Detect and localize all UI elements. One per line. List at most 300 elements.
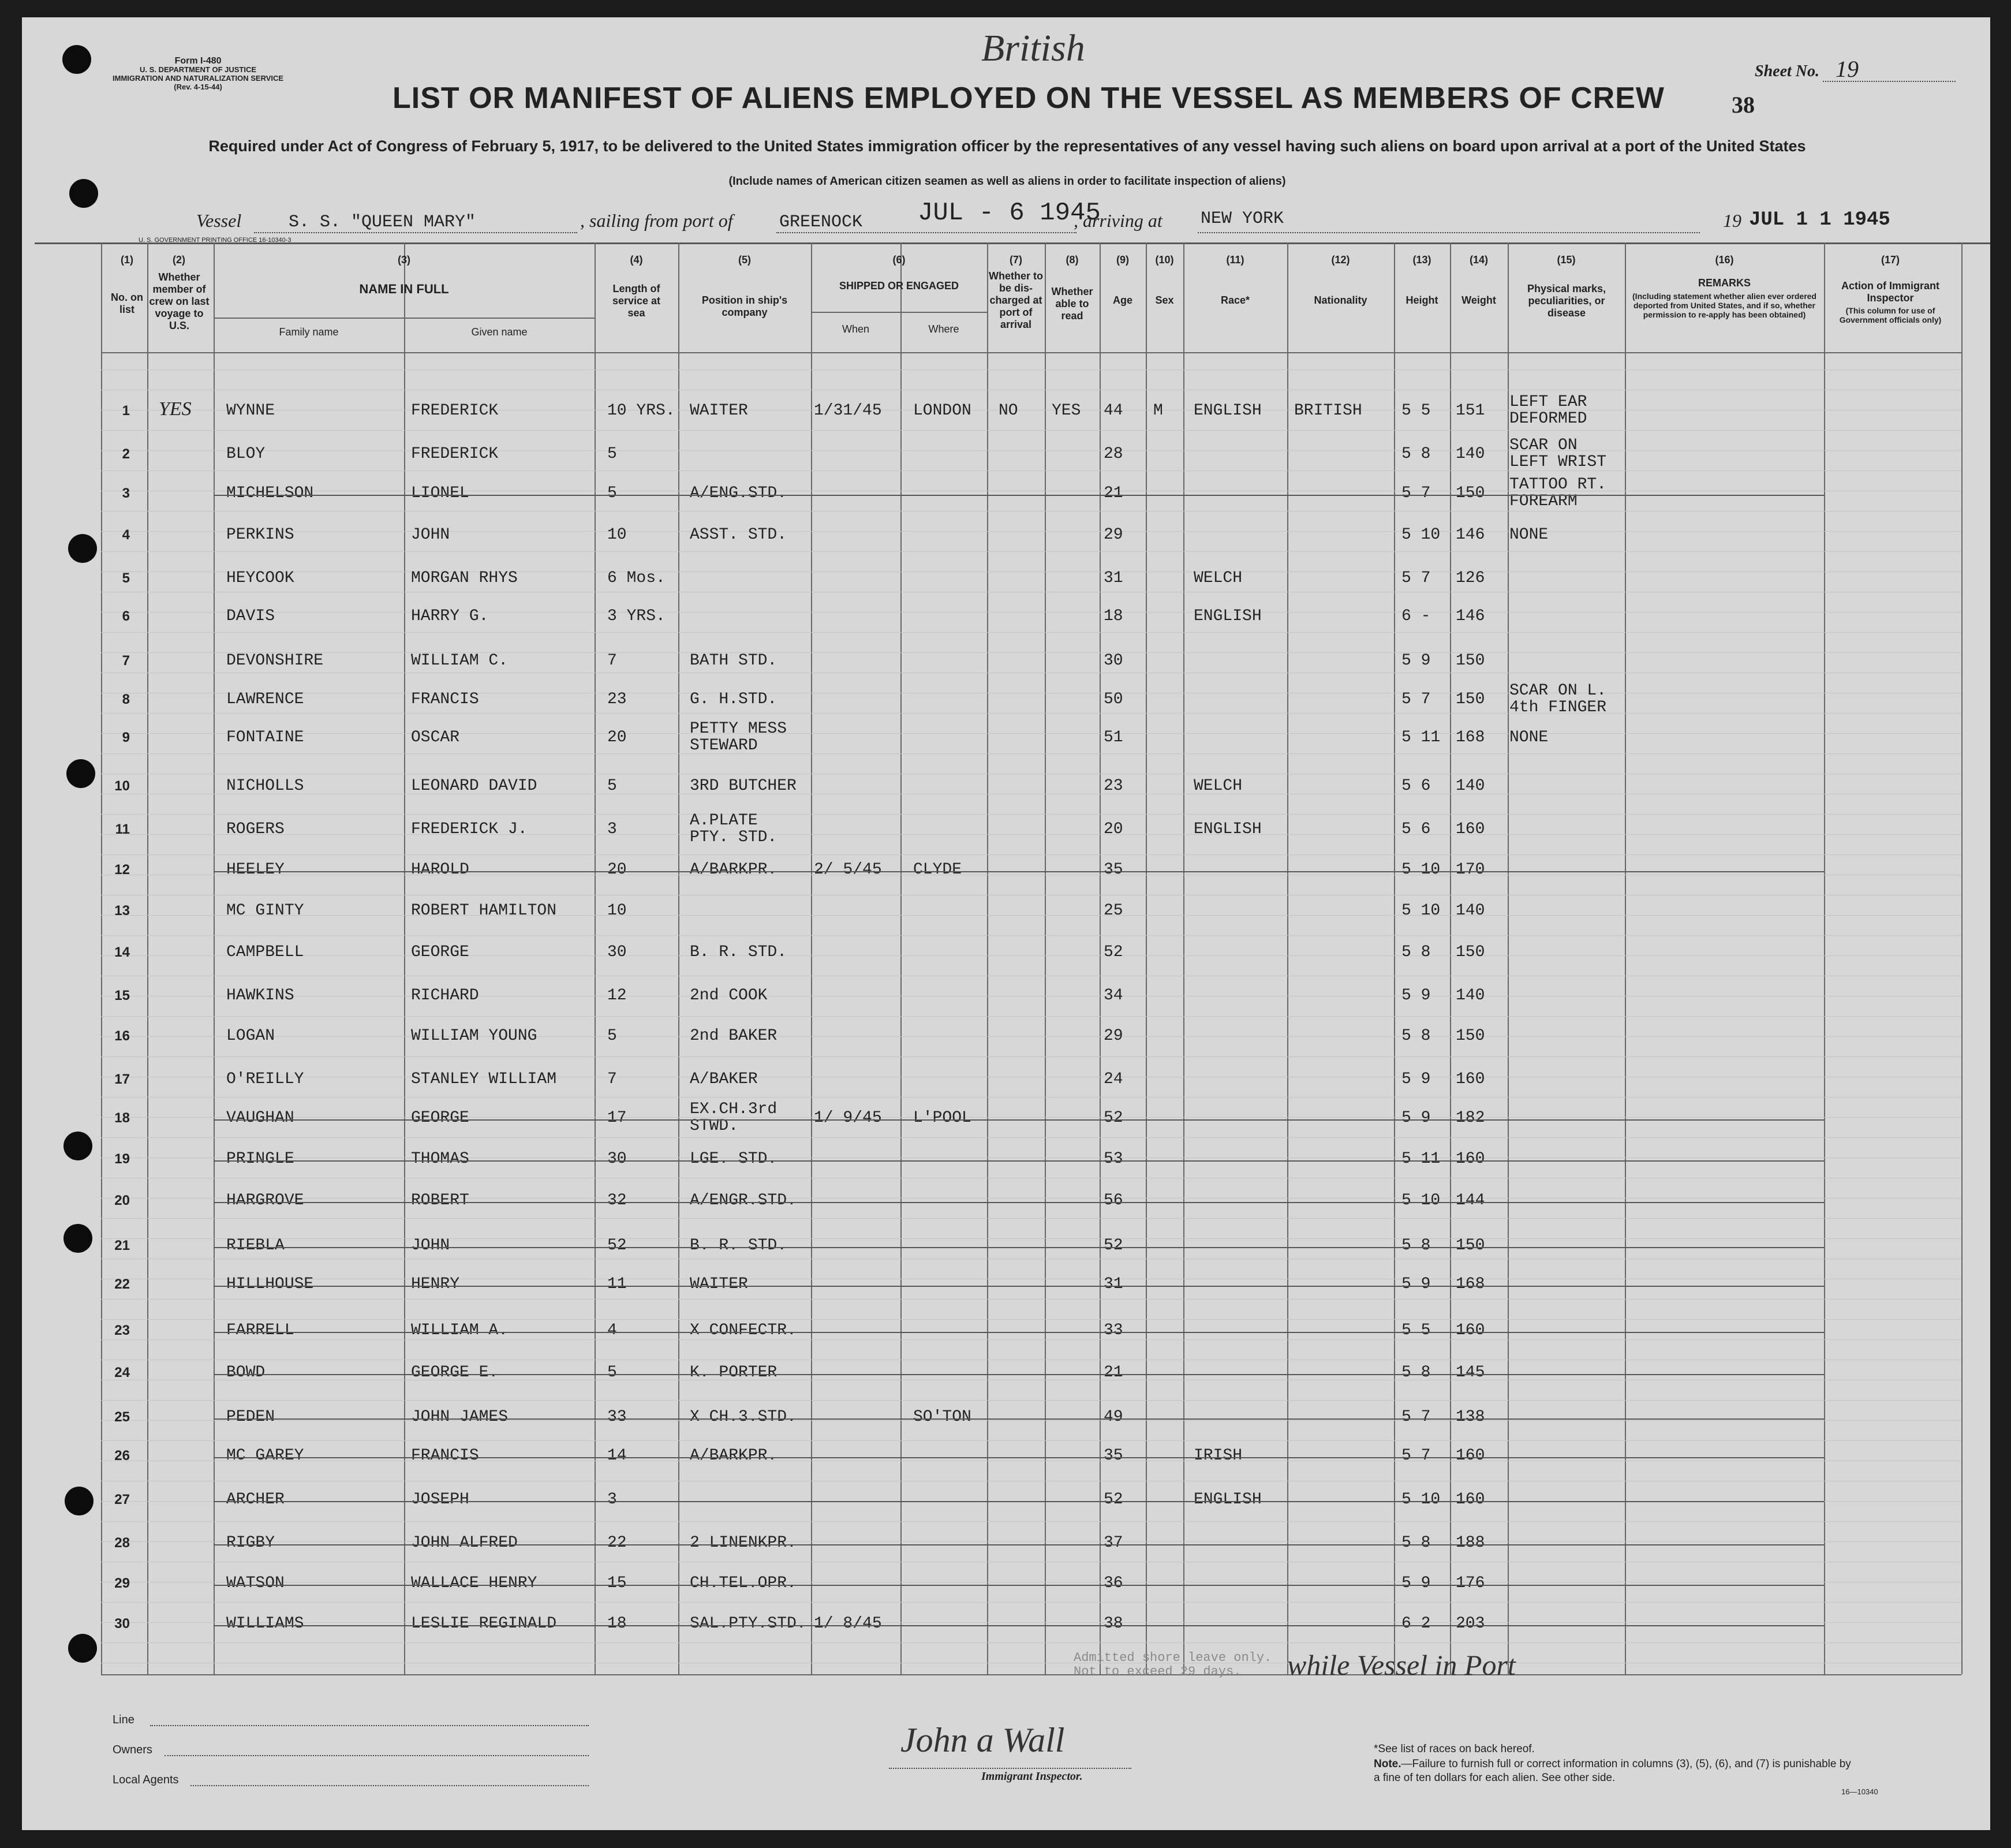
punch-hole xyxy=(62,45,91,74)
height: 5 7 xyxy=(1401,690,1431,708)
weight: 160 xyxy=(1456,1491,1485,1509)
service-length: 7 xyxy=(607,652,617,670)
service-length: 5 xyxy=(607,1027,617,1045)
ship-position: A/BAKER xyxy=(690,1070,758,1088)
punch-hole xyxy=(68,1634,97,1663)
ruled-line xyxy=(101,834,1961,835)
sailing-from-label: , sailing from port of xyxy=(580,210,733,231)
column-rule xyxy=(595,242,596,1674)
owners-label: Owners xyxy=(113,1744,152,1756)
ship-position: G. H.STD. xyxy=(690,690,778,708)
given-name: GEORGE E. xyxy=(411,1364,499,1382)
family-name: ARCHER xyxy=(226,1491,285,1509)
height: 5 10 xyxy=(1401,902,1441,920)
ruled-line xyxy=(101,713,1961,714)
age: 52 xyxy=(1104,1237,1123,1255)
family-name: FONTAINE xyxy=(226,729,304,746)
col5-number: (5) xyxy=(738,254,751,266)
ruled-line xyxy=(101,935,1961,936)
col13-number: (13) xyxy=(1412,254,1431,266)
vessel-label: Vessel xyxy=(196,210,242,231)
given-name: FREDERICK xyxy=(411,445,499,463)
ruled-line xyxy=(101,450,1961,451)
weight: 182 xyxy=(1456,1109,1485,1127)
col2-label: Whether member of crew on last voyage to U.S. xyxy=(149,271,210,331)
strikethrough-line xyxy=(214,1202,1824,1203)
vessel-name: S. S. "QUEEN MARY" xyxy=(289,212,476,232)
row-number: 3 xyxy=(122,486,130,501)
ruled-line xyxy=(101,1198,1961,1199)
ship-position: PETTY MESS STEWARD xyxy=(690,720,787,755)
weight: 160 xyxy=(1456,1070,1485,1088)
row-number: 16 xyxy=(114,1028,130,1044)
column-rule xyxy=(1287,242,1288,1674)
ruled-line xyxy=(101,1016,1961,1017)
family-name: WATSON xyxy=(226,1574,285,1592)
col12-number: (12) xyxy=(1331,254,1350,266)
agents-field-line xyxy=(190,1785,589,1786)
strikethrough-line xyxy=(214,1544,1824,1545)
age: 37 xyxy=(1104,1534,1123,1552)
family-name: VAUGHAN xyxy=(226,1109,294,1127)
weight: 168 xyxy=(1456,1275,1485,1293)
header-bottom-rule xyxy=(101,352,1961,353)
col7-label: Whether to be dis-charged at port of arrival xyxy=(989,270,1043,330)
row-number: 20 xyxy=(114,1193,130,1208)
given-name: ROBERT HAMILTON xyxy=(411,902,557,920)
col16-number: (16) xyxy=(1715,254,1734,266)
service-length: 15 xyxy=(607,1574,627,1592)
family-name: LAWRENCE xyxy=(226,690,304,708)
weight: 160 xyxy=(1456,1150,1485,1168)
row-number: 12 xyxy=(114,862,130,878)
family-name: WILLIAMS xyxy=(226,1615,304,1633)
weight: 170 xyxy=(1456,861,1485,879)
service-length: 12 xyxy=(607,987,627,1005)
service-length: 10 YRS. xyxy=(607,402,675,420)
ruled-line xyxy=(101,652,1961,653)
ruled-line xyxy=(101,1420,1961,1421)
given-name: GEORGE xyxy=(411,1109,469,1127)
age: 30 xyxy=(1104,652,1123,670)
sheet-label: Sheet No. xyxy=(1755,62,1819,80)
arriving-at-label: , arriving at xyxy=(1074,210,1163,231)
height: 6 2 xyxy=(1401,1615,1431,1633)
family-name: RIEBLA xyxy=(226,1237,285,1255)
shipped-where: CLYDE xyxy=(913,861,962,879)
service-length: 5 xyxy=(607,445,617,463)
service-length: 3 xyxy=(607,1491,617,1509)
handwritten-nationality: British xyxy=(981,27,1085,69)
height: 5 7 xyxy=(1401,484,1431,502)
ruled-line xyxy=(101,369,1961,370)
ruled-line xyxy=(101,955,1961,956)
col1-label: No. on list xyxy=(111,292,143,315)
family-name: DEVONSHIRE xyxy=(226,652,324,670)
service-name: IMMIGRATION AND NATURALIZATION SERVICE xyxy=(113,74,284,83)
age: 29 xyxy=(1104,526,1123,544)
strikethrough-line xyxy=(214,1457,1824,1458)
arrival-line xyxy=(1198,232,1700,233)
shipped-when: 1/31/45 xyxy=(814,402,882,420)
ship-position: A/BARKPR. xyxy=(690,861,778,879)
race: WELCH xyxy=(1194,777,1243,795)
ship-position: 2 LINENKPR. xyxy=(690,1534,797,1552)
height: 5 7 xyxy=(1401,1447,1431,1465)
col1-number: (1) xyxy=(121,254,133,266)
ruled-line xyxy=(101,854,1961,855)
family-name: O'REILLY xyxy=(226,1070,304,1088)
row-number: 29 xyxy=(114,1576,130,1591)
ship-position: X CONFECTR. xyxy=(690,1321,797,1339)
service-length: 5 xyxy=(607,484,617,502)
column-rule xyxy=(678,242,679,1674)
local-agents-label: Local Agents xyxy=(113,1774,179,1786)
ruled-line xyxy=(101,1521,1961,1522)
ruled-line xyxy=(101,1056,1961,1057)
form-number: Form I-480 xyxy=(174,56,222,66)
strikethrough-line xyxy=(214,1501,1824,1502)
height: 5 5 xyxy=(1401,1321,1431,1339)
height: 5 9 xyxy=(1401,987,1431,1005)
departure-line xyxy=(776,232,1076,233)
row-number: 9 xyxy=(122,730,130,745)
sheet-number-line xyxy=(1823,81,1956,82)
ship-position: B. R. STD. xyxy=(690,1237,787,1255)
ruled-line xyxy=(101,1238,1961,1239)
shipped-where: L'POOL xyxy=(913,1109,971,1127)
given-name: WILLIAM A. xyxy=(411,1321,509,1339)
col15-label: Physical marks, peculiarities, or disease xyxy=(1527,283,1606,319)
shipped-split-rule xyxy=(900,312,902,1674)
col13-label: Height xyxy=(1406,294,1438,306)
age: 34 xyxy=(1104,987,1123,1005)
family-name: HEYCOOK xyxy=(226,569,294,587)
ship-position: A.PLATE PTY. STD. xyxy=(690,812,778,846)
ruled-line xyxy=(101,632,1961,633)
row-number: 26 xyxy=(114,1448,130,1464)
col7-number: (7) xyxy=(1010,254,1022,266)
race: ENGLISH xyxy=(1194,402,1262,420)
fine-note xyxy=(1374,1757,1853,1785)
family-name: MC GAREY xyxy=(226,1447,304,1465)
form-code: 16—10340 xyxy=(1841,1787,1878,1796)
strikethrough-line xyxy=(214,1625,1824,1626)
inspector-signature: John a Wall xyxy=(900,1721,1065,1759)
row-number: 15 xyxy=(114,988,130,1003)
given-name: STANLEY WILLIAM xyxy=(411,1070,557,1088)
column-rule xyxy=(1100,242,1101,1674)
col10-label: Sex xyxy=(1155,294,1174,306)
service-length: 11 xyxy=(607,1275,627,1293)
col2-number: (2) xyxy=(173,254,185,266)
stamp-line-1: Admitted shore leave only. xyxy=(1074,1651,1272,1665)
ruled-line xyxy=(101,511,1961,512)
ship-position: A/ENGR.STD. xyxy=(690,1192,797,1209)
col17-label: Action of Immigrant Inspector xyxy=(1841,280,1939,304)
table-bottom-rule xyxy=(101,1674,1961,1675)
column-rule xyxy=(811,242,812,1674)
ruled-line xyxy=(101,1642,1961,1643)
given-name: MORGAN RHYS xyxy=(411,569,518,587)
service-length: 52 xyxy=(607,1237,627,1255)
weight: 145 xyxy=(1456,1364,1485,1382)
row-number: 25 xyxy=(114,1409,130,1425)
column-rule xyxy=(214,242,215,1674)
given-name: FREDERICK J. xyxy=(411,820,528,838)
ship-position: WAITER xyxy=(690,1275,748,1293)
service-length: 30 xyxy=(607,943,627,961)
punch-hole xyxy=(68,534,97,563)
department: U. S. DEPARTMENT OF JUSTICE xyxy=(140,65,257,74)
age: 33 xyxy=(1104,1321,1123,1339)
service-length: 3 YRS. xyxy=(607,607,666,625)
height: 5 10 xyxy=(1401,861,1441,879)
age: 18 xyxy=(1104,607,1123,625)
column-rule xyxy=(1961,242,1963,1674)
sheet-number: 19 xyxy=(1836,56,1859,82)
col14-label: Weight xyxy=(1461,294,1496,306)
age: 24 xyxy=(1104,1070,1123,1088)
given-name-header: Given name xyxy=(471,326,528,338)
given-name: FRANCIS xyxy=(411,1447,479,1465)
race: ENGLISH xyxy=(1194,1491,1262,1509)
sex: M xyxy=(1153,402,1163,420)
height: 5 9 xyxy=(1401,1574,1431,1592)
table-top-rule xyxy=(35,242,1990,244)
strikethrough-line xyxy=(214,871,1824,872)
age: 52 xyxy=(1104,1491,1123,1509)
column-rule xyxy=(1824,242,1825,1674)
weight: 160 xyxy=(1456,1447,1485,1465)
family-name: PEDEN xyxy=(226,1408,275,1426)
shipped-where: SO'TON xyxy=(913,1408,971,1426)
height: 5 9 xyxy=(1401,652,1431,670)
form-identifier xyxy=(113,57,283,91)
col12-label: Nationality xyxy=(1314,294,1367,306)
col9-number: (9) xyxy=(1116,254,1129,266)
height: 5 9 xyxy=(1401,1275,1431,1293)
family-name: FARRELL xyxy=(226,1321,294,1339)
col4-number: (4) xyxy=(630,254,643,266)
col6-number: (6) xyxy=(892,254,906,266)
ship-position: 2nd COOK xyxy=(690,987,768,1005)
height: 5 7 xyxy=(1401,1408,1431,1426)
given-name: FREDERICK xyxy=(411,402,499,420)
weight: 144 xyxy=(1456,1192,1485,1209)
age: 56 xyxy=(1104,1192,1123,1209)
weight: 160 xyxy=(1456,820,1485,838)
column-rule xyxy=(1394,242,1395,1674)
ruled-line xyxy=(101,814,1961,815)
column-rule xyxy=(101,242,102,1674)
height: 5 11 xyxy=(1401,1150,1441,1168)
given-name: FRANCIS xyxy=(411,690,479,708)
weight: 146 xyxy=(1456,607,1485,625)
strikethrough-line xyxy=(214,1374,1824,1375)
service-length: 30 xyxy=(607,1150,627,1168)
physical-marks: SCAR ON L. 4th FINGER xyxy=(1509,682,1607,716)
weight: 150 xyxy=(1456,690,1485,708)
height: 5 9 xyxy=(1401,1070,1431,1088)
col15-number: (15) xyxy=(1557,254,1576,266)
departure-port: GREENOCK xyxy=(779,212,863,232)
given-name: WILLIAM C. xyxy=(411,652,509,670)
column-rule xyxy=(1450,242,1451,1674)
family-name: WYNNE xyxy=(226,402,275,420)
given-name: WALLACE HENRY xyxy=(411,1574,537,1592)
service-length: 4 xyxy=(607,1321,617,1339)
height: 5 10 xyxy=(1401,1491,1441,1509)
crew-last-voyage: YES xyxy=(159,398,192,420)
row-number: 19 xyxy=(114,1151,130,1167)
row-number: 27 xyxy=(114,1492,130,1507)
height: 5 6 xyxy=(1401,820,1431,838)
given-name: HAROLD xyxy=(411,861,469,879)
ship-position: ASST. STD. xyxy=(690,526,787,544)
ship-position: A/ENG.STD. xyxy=(690,484,787,502)
ruled-line xyxy=(101,733,1961,734)
given-name: JOHN xyxy=(411,1237,450,1255)
age: 53 xyxy=(1104,1150,1123,1168)
row-number: 7 xyxy=(122,653,130,669)
nationality: BRITISH xyxy=(1294,402,1362,420)
page-subtitle-note: (Include names of American citizen seamen as well as aliens in order to facilitate inspection of aliens) xyxy=(728,175,1286,188)
ship-position: CH.TEL.OPR. xyxy=(690,1574,797,1592)
family-name: RIGBY xyxy=(226,1534,275,1552)
ruled-line xyxy=(101,612,1961,613)
strikethrough-line xyxy=(214,1286,1824,1287)
service-length: 17 xyxy=(607,1109,627,1127)
col3-label: NAME IN FULL xyxy=(359,282,449,296)
page-subtitle: Required under Act of Congress of February 5, 1917, to be delivered to the United States immigration officer by the representatives of any vessel having such aliens on board upon arrival at a port of the United States xyxy=(208,137,1806,155)
arrival-port: NEW YORK xyxy=(1201,209,1284,229)
col8-label: Whether able to read xyxy=(1051,286,1093,322)
row-number: 22 xyxy=(114,1276,130,1292)
height: 5 10 xyxy=(1401,526,1441,544)
family-name: ROGERS xyxy=(226,820,285,838)
weight: 140 xyxy=(1456,777,1485,795)
family-name: LOGAN xyxy=(226,1027,275,1045)
weight: 188 xyxy=(1456,1534,1485,1552)
weight: 203 xyxy=(1456,1615,1485,1633)
departure-date: JUL - 6 1945 xyxy=(918,199,1101,227)
row-number: 5 xyxy=(122,570,130,586)
shipped-when: 1/ 9/45 xyxy=(814,1109,882,1127)
strikethrough-line xyxy=(214,1160,1824,1162)
family-name: HILLHOUSE xyxy=(226,1275,314,1293)
column-rule xyxy=(1146,242,1147,1674)
age: 35 xyxy=(1104,861,1123,879)
height: 5 11 xyxy=(1401,729,1441,746)
punch-hole xyxy=(65,1487,94,1515)
weight: 150 xyxy=(1456,652,1485,670)
age: 38 xyxy=(1104,1615,1123,1633)
row-number: 23 xyxy=(114,1323,130,1338)
printer-imprint: U. S. GOVERNMENT PRINTING OFFICE 16-10340-3 xyxy=(139,237,291,244)
weight: 140 xyxy=(1456,445,1485,463)
weight: 176 xyxy=(1456,1574,1485,1592)
able-to-read: YES xyxy=(1052,402,1081,420)
ship-position: WAITER xyxy=(690,402,748,420)
column-rule xyxy=(147,242,148,1674)
age: 29 xyxy=(1104,1027,1123,1045)
ship-position: B. R. STD. xyxy=(690,943,787,961)
ship-position: 2nd BAKER xyxy=(690,1027,778,1045)
col10-number: (10) xyxy=(1155,254,1174,266)
ruled-line xyxy=(101,1339,1961,1340)
col5-label: Position in ship's company xyxy=(701,294,788,318)
weight: 151 xyxy=(1456,402,1485,420)
ruled-line xyxy=(101,1440,1961,1441)
age: 52 xyxy=(1104,943,1123,961)
col16-subtitle: (Including statement whether alien ever ordered deported from United States, and if so, whether permission to re-apply has been obtained) xyxy=(1632,292,1816,319)
col17-number: (17) xyxy=(1881,254,1900,266)
row-number: 14 xyxy=(114,944,130,960)
ship-position: 3RD BUTCHER xyxy=(690,777,797,795)
age: 28 xyxy=(1104,445,1123,463)
shipped-when: 2/ 5/45 xyxy=(814,861,882,879)
row-number: 28 xyxy=(114,1535,130,1551)
note-text: —Failure to furnish full or correct information in columns (3), (5), (6), and (7) is punishable by a fine of ten dollars for each alien. See other side. xyxy=(1374,1758,1851,1784)
weight: 150 xyxy=(1456,1027,1485,1045)
given-name: HENRY xyxy=(411,1275,460,1293)
sheet-sequence: 38 xyxy=(1732,92,1755,118)
row-number: 4 xyxy=(122,527,130,543)
given-name: JOHN xyxy=(411,526,450,544)
discharged-at-arrival: NO xyxy=(999,402,1018,420)
column-rule xyxy=(1508,242,1509,1674)
age: 50 xyxy=(1104,690,1123,708)
punch-hole xyxy=(63,1224,92,1253)
col11-number: (11) xyxy=(1226,254,1244,266)
owners-field-line xyxy=(165,1755,589,1756)
ruled-line xyxy=(101,753,1961,754)
vessel-line xyxy=(254,232,577,233)
ship-position: LGE. STD. xyxy=(690,1150,778,1168)
ship-position: SAL.PTY.STD. xyxy=(690,1615,806,1633)
service-length: 10 xyxy=(607,526,627,544)
race: ENGLISH xyxy=(1194,820,1262,838)
weight: 138 xyxy=(1456,1408,1485,1426)
ship-position: BATH STD. xyxy=(690,652,778,670)
strikethrough-line xyxy=(214,495,1824,496)
given-name: LIONEL xyxy=(411,484,469,502)
ruled-line xyxy=(101,1036,1961,1037)
inspector-label: Immigrant Inspector. xyxy=(981,1770,1083,1783)
shore-leave-stamp xyxy=(1074,1651,1272,1679)
row-number: 21 xyxy=(114,1238,130,1253)
family-name: HARGROVE xyxy=(226,1192,304,1209)
row-number: 17 xyxy=(114,1072,130,1087)
given-name: WILLIAM YOUNG xyxy=(411,1027,537,1045)
service-length: 7 xyxy=(607,1070,617,1088)
weight: 140 xyxy=(1456,902,1485,920)
row-number: 18 xyxy=(114,1110,130,1126)
weight: 168 xyxy=(1456,729,1485,746)
age: 49 xyxy=(1104,1408,1123,1426)
family-name: BLOY xyxy=(226,445,266,463)
family-name: BOWD xyxy=(226,1364,266,1382)
given-name: GEORGE xyxy=(411,943,469,961)
races-note: *See list of races on back hereof. xyxy=(1374,1743,1535,1755)
service-length: 20 xyxy=(607,861,627,879)
height: 5 8 xyxy=(1401,943,1431,961)
height: 5 9 xyxy=(1401,1109,1431,1127)
age: 36 xyxy=(1104,1574,1123,1592)
physical-marks: NONE xyxy=(1509,729,1549,746)
family-name: MC GINTY xyxy=(226,902,304,920)
